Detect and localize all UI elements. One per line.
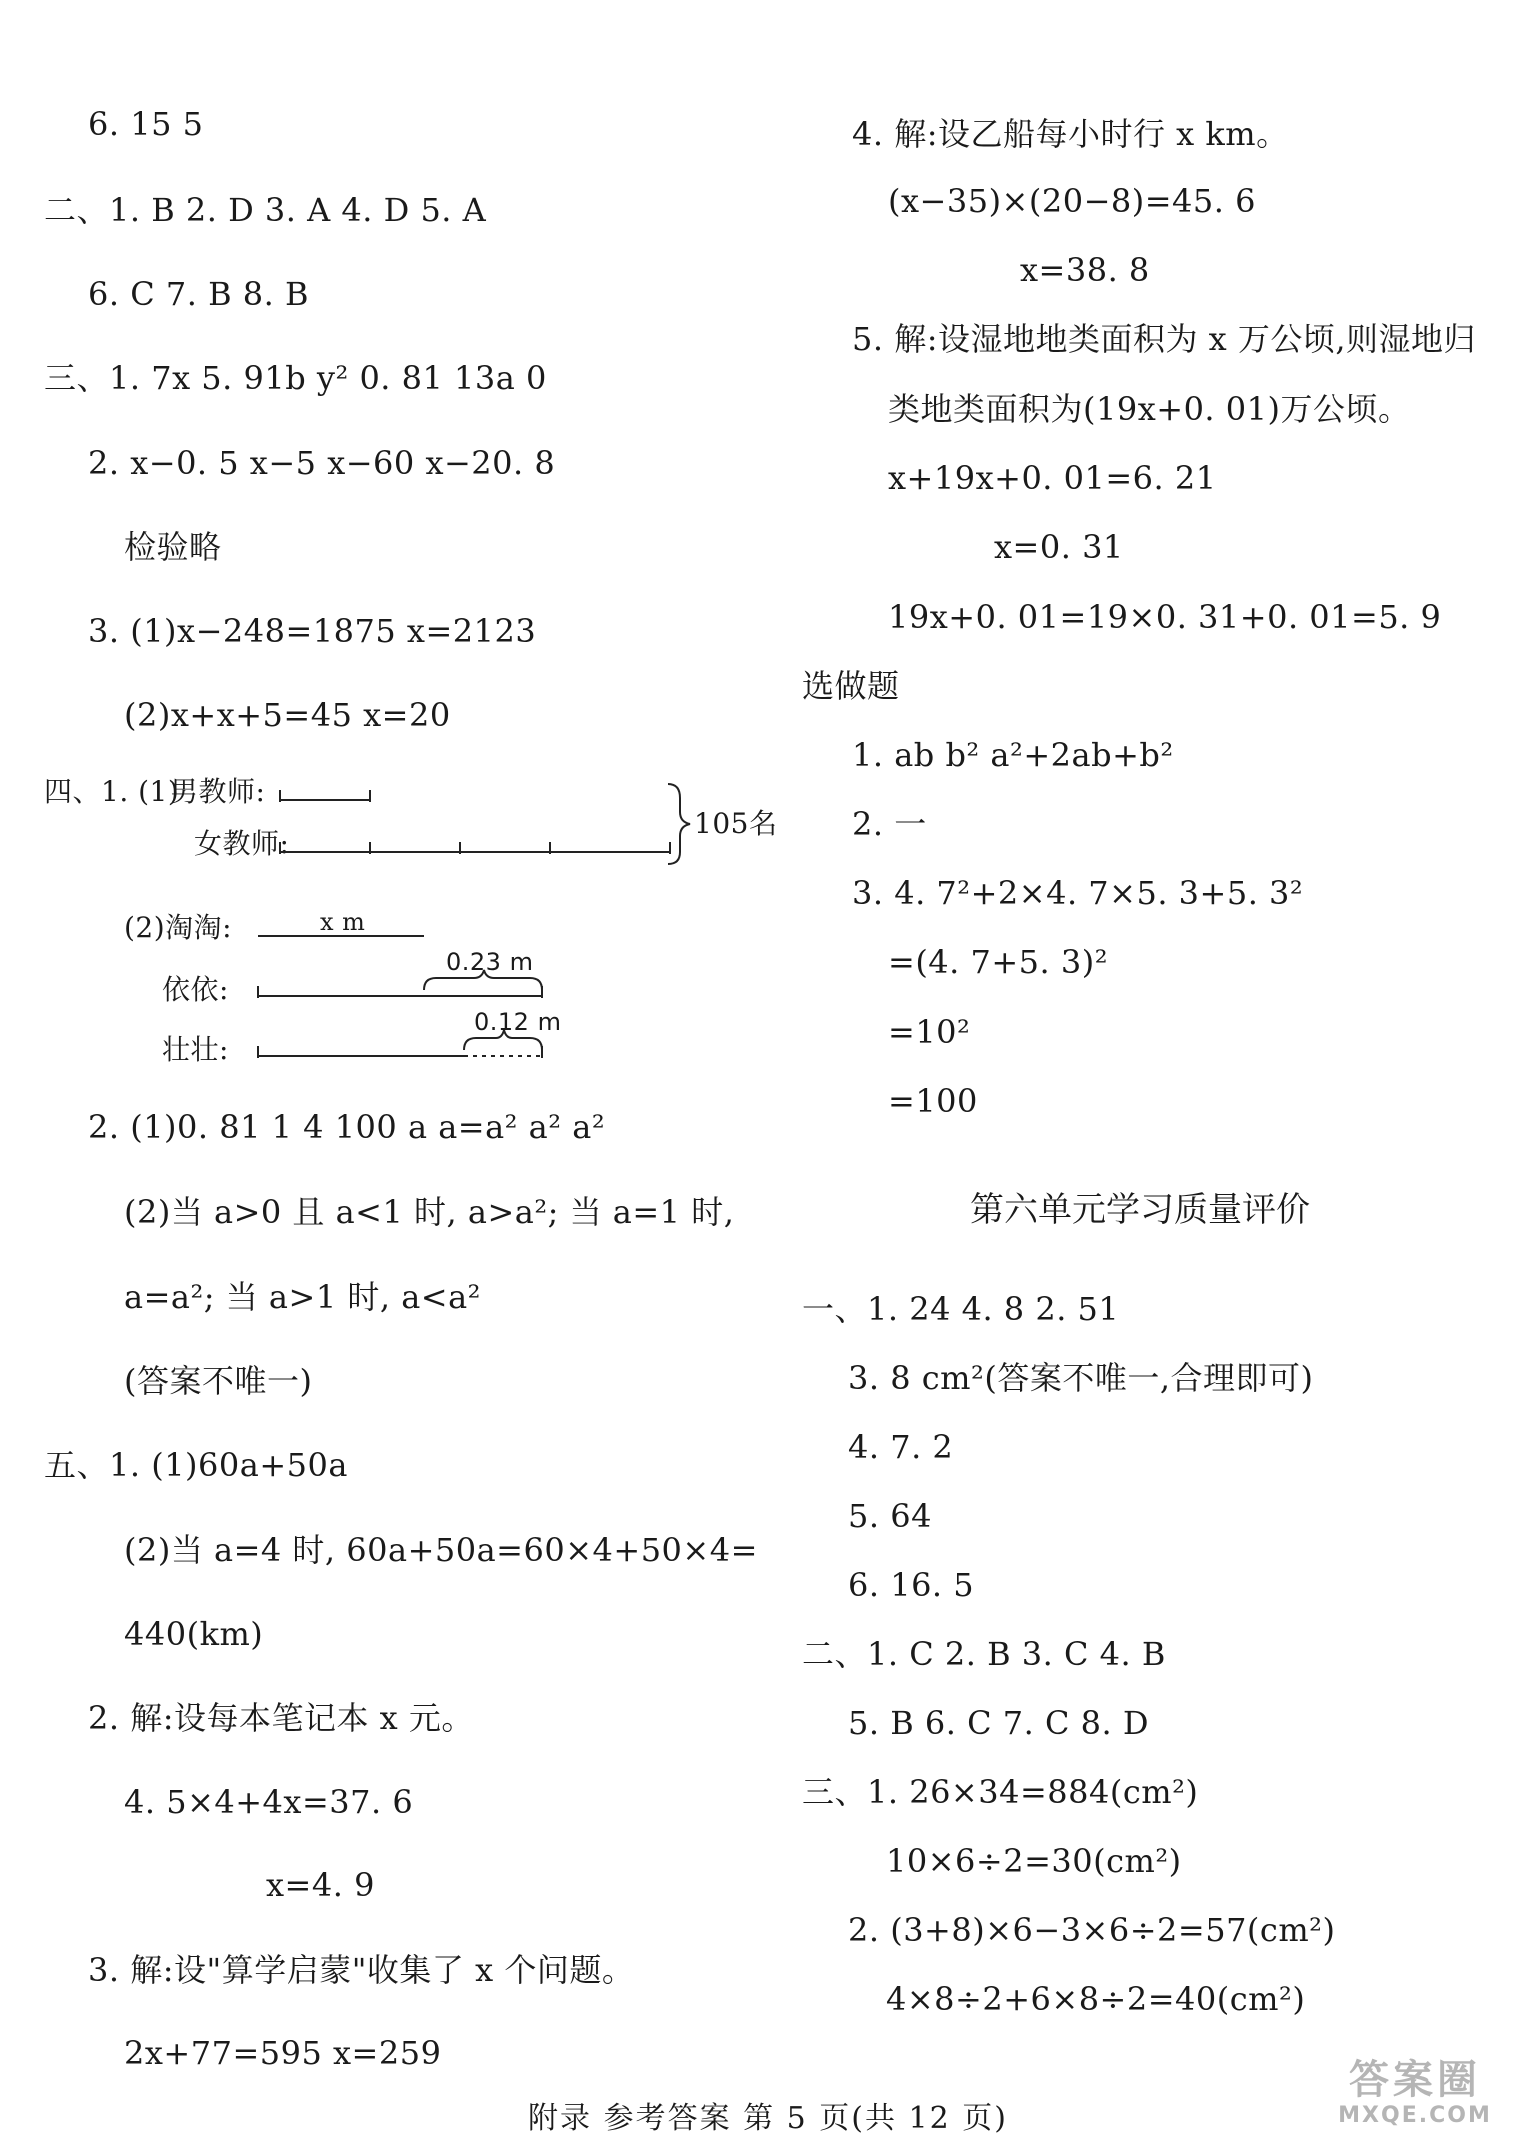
answer-line: x+19x+0. 01=6. 21 (888, 459, 1217, 497)
answer-line: 二、1. C 2. B 3. C 4. B (802, 1635, 1166, 1673)
length-label: x m (320, 908, 366, 936)
answer-line: 3. 4. 7²+2×4. 7×5. 3+5. 3² (852, 874, 1304, 912)
answer-line: 3. 8 cm²(答案不唯一,合理即可) (848, 1359, 1314, 1397)
answer-line: 1. ab b² a²+2ab+b² (852, 736, 1174, 774)
answer-line: 3. (1)x−248=1875 x=2123 (88, 612, 537, 650)
answer-line: 6. C 7. B 8. B (88, 275, 309, 313)
answer-line: =(4. 7+5. 3)² (888, 943, 1109, 981)
answer-line: 3. 解:设"算学启蒙"收集了 x 个问题。 (88, 1951, 635, 1989)
label-female-teachers: 女教师: (194, 827, 290, 860)
watermark-logo (1310, 2058, 1520, 2138)
answer-line: 五、1. (1)60a+50a (44, 1446, 348, 1484)
label-yiyi: 依依: (162, 973, 229, 1006)
answer-line: 6. 15 5 (88, 105, 204, 143)
answer-line: 三、1. 7x 5. 91b y² 0. 81 13a 0 (44, 359, 547, 397)
answer-line: 三、1. 26×34=884(cm²) (802, 1773, 1199, 1811)
answer-line: 4. 5×4+4x=37. 6 (124, 1783, 414, 1821)
answer-line: 2. (1)0. 81 1 4 100 a a=a² a² a² (88, 1108, 606, 1146)
answer-line: 2. x−0. 5 x−5 x−60 x−20. 8 (88, 444, 556, 482)
answer-line: 2x+77=595 x=259 (124, 2034, 442, 2072)
answer-line: =10² (888, 1013, 971, 1051)
label-male-teachers: 男教师: (170, 775, 266, 808)
answer-line: 5. 解:设湿地地类面积为 x 万公顷,则湿地归 (852, 320, 1477, 358)
answer-line: =100 (888, 1082, 978, 1120)
section-title: 第六单元学习质量评价 (970, 1190, 1310, 1230)
answer-line: x=38. 8 (1020, 251, 1150, 289)
male-segment (280, 790, 370, 802)
answer-line: 6. 16. 5 (848, 1566, 975, 1604)
answer-line: 2. 解:设每本笔记本 x 元。 (88, 1699, 474, 1737)
answer-line: 2. (3+8)×6−3×6÷2=57(cm²) (848, 1911, 1336, 1949)
difference-label: 0.12 m (474, 1008, 562, 1036)
answer-line: 检验略 (124, 528, 222, 566)
total-label: 105名 (694, 807, 778, 840)
answer-line: (2)当 a>0 且 a<1 时, a>a²; 当 a=1 时, (124, 1193, 735, 1231)
answer-line: 类地类面积为(19x+0. 01)万公顷。 (888, 390, 1411, 428)
answer-line: 一、1. 24 4. 8 2. 51 (802, 1290, 1120, 1328)
answer-line: a=a²; 当 a>1 时, a<a² (124, 1278, 481, 1316)
height-segments (124, 898, 764, 1068)
difference-label: 0.23 m (446, 948, 534, 976)
answer-line: (答案不唯一) (124, 1362, 313, 1400)
female-segment (280, 842, 670, 854)
answer-line: 2. 一 (852, 805, 927, 843)
label-taotao: (2)淘淘: (124, 911, 233, 944)
answer-line: (2)当 a=4 时, 60a+50a=60×4+50×4= (124, 1531, 758, 1569)
answer-line: x=4. 9 (266, 1866, 375, 1904)
answer-line: (2)x+x+5=45 x=20 (124, 696, 451, 734)
answer-line: x=0. 31 (994, 528, 1124, 566)
answer-line: 4×8÷2+6×8÷2=40(cm²) (886, 1980, 1306, 2018)
teacher-segments (44, 772, 764, 882)
answer-line: 19x+0. 01=19×0. 31+0. 01=5. 9 (888, 598, 1442, 636)
height-line-diagram (124, 898, 764, 1068)
diagram-prefix: 四、1. (1) (44, 775, 180, 808)
answer-line: 10×6÷2=30(cm²) (886, 1842, 1182, 1880)
answer-line: 4. 解:设乙船每小时行 x km。 (852, 115, 1289, 153)
answer-line: 5. B 6. C 7. C 8. D (848, 1704, 1149, 1742)
answer-line: 5. 64 (848, 1497, 932, 1535)
label-zhuangzhuang: 壮壮: (162, 1033, 229, 1066)
total-brace (668, 784, 690, 864)
answer-line: 440(km) (124, 1615, 264, 1653)
page-footer: 附录 参考答案 第 5 页(共 12 页) (528, 2101, 1008, 2136)
teacher-line-diagram (44, 772, 778, 882)
watermark-url: MXQE.COM (1338, 2103, 1492, 2128)
answer-line: 选做题 (802, 667, 900, 705)
watermark-logo-text: 答案圈 (1349, 2057, 1481, 2103)
answer-line: 二、1. B 2. D 3. A 4. D 5. A (44, 191, 487, 229)
answer-line: 4. 7. 2 (848, 1428, 954, 1466)
answer-line: (x−35)×(20−8)=45. 6 (888, 182, 1256, 220)
